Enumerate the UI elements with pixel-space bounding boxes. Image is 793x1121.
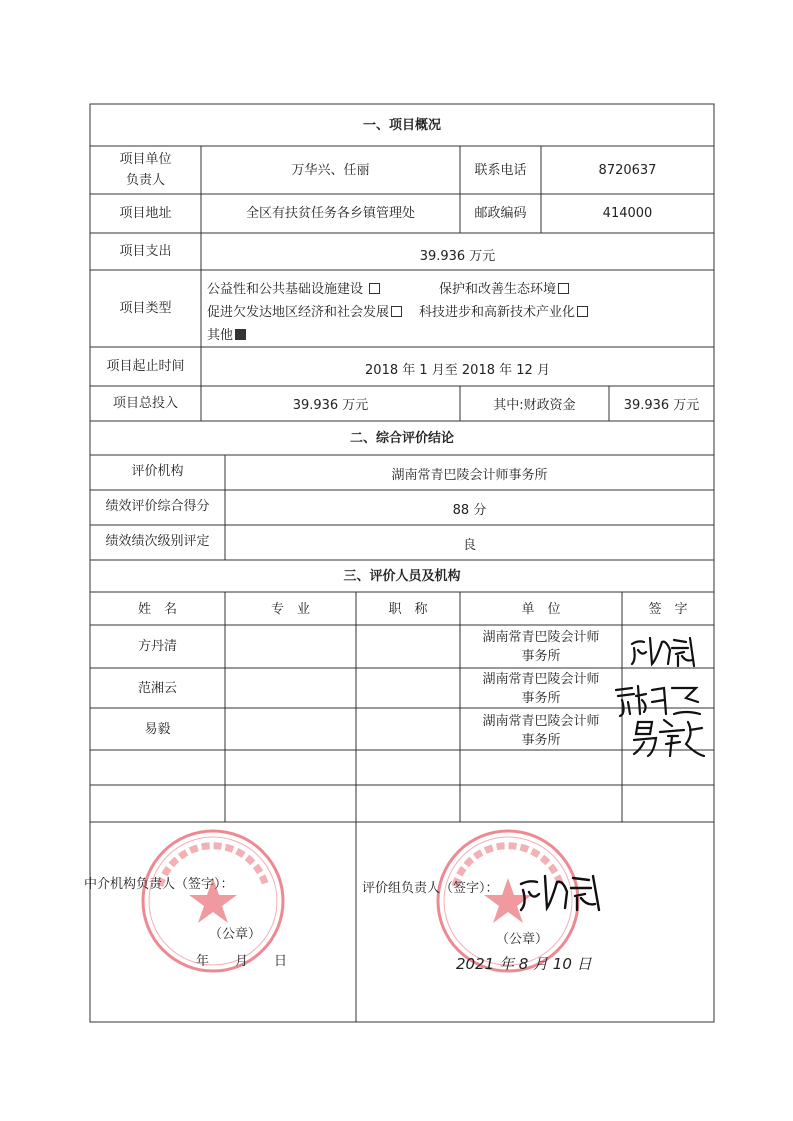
type-option-other: 其他 xyxy=(207,327,246,344)
fiscal-value: 39.936 万元 xyxy=(623,398,700,413)
group-head-label: 评价组负责人（签字）： xyxy=(362,881,499,896)
header-major: 专 业 xyxy=(270,602,310,617)
table-row-unit-line1: 湖南常青巴陵会计师 xyxy=(482,714,600,729)
total-label: 项目总投入 xyxy=(112,396,178,411)
date-left: 年 月 日 xyxy=(196,954,288,969)
signature-row-3 xyxy=(630,714,710,760)
table-row-name: 易毅 xyxy=(144,722,171,737)
table-row-unit-line1: 湖南常青巴陵会计师 xyxy=(482,672,600,687)
table-row-unit-line2: 事务所 xyxy=(521,691,561,706)
section-title-personnel: 三、评价人员及机构 xyxy=(343,569,461,584)
type-checkbox-technology xyxy=(577,306,588,317)
table-row-name: 范湘云 xyxy=(137,681,177,696)
expense-label: 项目支出 xyxy=(119,244,172,259)
score-label: 绩效评价综合得分 xyxy=(105,499,210,514)
type-checkbox-development xyxy=(391,306,402,317)
grade-value: 良 xyxy=(462,538,476,553)
seal-left-label: （公章） xyxy=(208,927,261,942)
type-option-ecology: 保护和改善生态环境 xyxy=(439,281,569,298)
type-option-public: 公益性和公共基础设施建设 xyxy=(207,281,380,298)
table-row-name: 方丹清 xyxy=(137,639,177,654)
table-row-unit-line1: 湖南常青巴陵会计师 xyxy=(482,630,600,645)
grade-label: 绩效绩次级别评定 xyxy=(105,534,210,549)
type-checkbox-other xyxy=(235,329,246,340)
postcode-value: 414000 xyxy=(602,206,653,221)
type-option-technology: 科技进步和高新技术产业化 xyxy=(419,304,588,321)
unit-value: 万华兴、任丽 xyxy=(291,163,370,178)
phone-label: 联系电话 xyxy=(474,163,527,178)
agency-head-label: 中介机构负责人（签字）： xyxy=(84,877,234,892)
section-title-overview: 一、项目概况 xyxy=(362,118,441,133)
period-label: 项目起止时间 xyxy=(106,359,185,374)
address-label: 项目地址 xyxy=(119,206,172,221)
header-name: 姓 名 xyxy=(137,602,177,617)
total-value: 39.936 万元 xyxy=(292,398,369,413)
header-unit: 单 位 xyxy=(521,602,561,617)
postcode-label: 邮政编码 xyxy=(474,206,527,221)
type-label: 项目类型 xyxy=(119,301,172,316)
unit-label-line2: 负责人 xyxy=(125,173,165,188)
type-checkbox-ecology xyxy=(558,283,569,294)
seal-right-label: （公章） xyxy=(495,932,548,947)
score-value: 88 分 xyxy=(452,503,487,518)
table-row-unit-line2: 事务所 xyxy=(521,733,561,748)
date-right: 2021 年 8 月 10 日 xyxy=(456,955,592,973)
fiscal-label: 其中:财政资金 xyxy=(493,398,576,413)
unit-label-line1: 项目单位 xyxy=(119,152,172,167)
section-title-conclusion: 二、综合评价结论 xyxy=(349,431,454,446)
type-checkbox-public xyxy=(369,283,380,294)
signature-row-1 xyxy=(626,630,710,670)
expense-value: 39.936 万元 xyxy=(419,249,496,264)
agency-value: 湖南常青巴陵会计师事务所 xyxy=(391,468,548,483)
table-row-unit-line2: 事务所 xyxy=(521,649,561,664)
header-title: 职 称 xyxy=(388,602,428,617)
group-head-signature xyxy=(515,868,615,916)
phone-value: 8720637 xyxy=(598,163,657,178)
address-value: 全区有扶贫任务各乡镇管理处 xyxy=(245,206,415,221)
type-option-development: 促进欠发达地区经济和社会发展 xyxy=(207,304,402,321)
header-signature: 签 字 xyxy=(648,602,688,617)
agency-label: 评价机构 xyxy=(131,464,184,479)
period-value: 2018 年 1 月至 2018 年 12 月 xyxy=(365,363,550,378)
